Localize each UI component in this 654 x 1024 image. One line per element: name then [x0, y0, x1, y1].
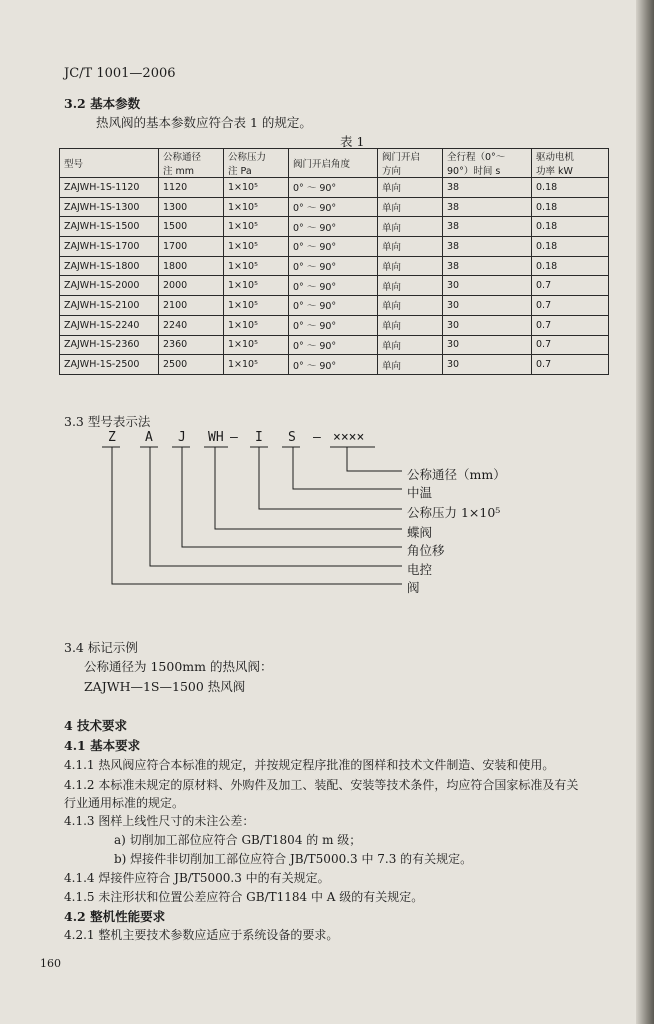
table-cell: 1×10⁵ — [224, 217, 289, 237]
label-nominal-pressure: 公称压力 1×10⁵ — [407, 505, 501, 520]
table-cell: 0.18 — [532, 178, 609, 198]
column-header: 阀门开启角度 — [289, 149, 378, 178]
code-letter-wh: WH — [208, 430, 224, 445]
clause-4-1-3-a: a) 切削加工部位应符合 GB/T1804 的 m 级； — [114, 833, 362, 847]
table-cell: 单向 — [378, 355, 443, 375]
table-cell: 1×10⁵ — [224, 276, 289, 296]
code-letter-a: A — [145, 430, 153, 445]
table-cell: 单向 — [378, 197, 443, 217]
table-cell: 38 — [443, 237, 532, 257]
table-cell: 1×10⁵ — [224, 335, 289, 355]
code-diameter-placeholder: ×××× — [333, 430, 365, 445]
label-medium-temperature: 中温 — [407, 485, 433, 500]
example-line-2: ZAJWH—1S—1500 热风阀 — [84, 679, 246, 694]
clause-4-1-2-line-2: 行业通用标准的规定。 — [64, 796, 185, 810]
table-cell: 38 — [443, 178, 532, 198]
column-header: 公称压力 注 Pa — [224, 149, 289, 178]
section-4-2-title: 4.2 整机性能要求 — [64, 909, 166, 924]
clause-4-1-5: 4.1.5 未注形状和位置公差应符合 GB/T1184 中 A 级的有关规定。 — [64, 890, 424, 904]
section-3-3-title: 3.3 型号表示法 — [64, 414, 151, 429]
table-cell: 0.7 — [532, 315, 609, 335]
table-cell: 30 — [443, 335, 532, 355]
section-3-2-text: 热风阀的基本参数应符合表 1 的规定。 — [96, 115, 312, 130]
table-cell: 0° ～ 90° — [289, 217, 378, 237]
table-cell: 0° ～ 90° — [289, 296, 378, 316]
table-cell: 0.7 — [532, 276, 609, 296]
table-cell: 单向 — [378, 276, 443, 296]
table-cell: 38 — [443, 256, 532, 276]
clause-4-1-3-b: b) 焊接件非切削加工部位应符合 JB/T5000.3 中 7.3 的有关规定。 — [114, 852, 473, 866]
table-cell: 单向 — [378, 315, 443, 335]
table-cell: 1×10⁵ — [224, 256, 289, 276]
table-cell: 1×10⁵ — [224, 315, 289, 335]
table-cell: 30 — [443, 296, 532, 316]
table-cell: ZAJWH-1S-1120 — [60, 178, 159, 198]
table-cell: 单向 — [378, 296, 443, 316]
label-nominal-diameter: 公称通径（mm） — [407, 467, 506, 482]
section-3-2-title: 3.2 基本参数 — [64, 96, 141, 111]
table-cell: 1120 — [159, 178, 224, 198]
label-electric-control: 电控 — [407, 562, 433, 577]
table-cell: 2100 — [159, 296, 224, 316]
table-cell: 38 — [443, 197, 532, 217]
label-valve: 阀 — [407, 580, 420, 595]
clause-4-1-2-line-1: 4.1.2 本标准未规定的原材料、外购件及加工、装配、安装等技术条件，均应符合国家标准及有关 — [64, 778, 579, 792]
table-cell: 0.18 — [532, 237, 609, 257]
column-header: 阀门开启 方向 — [378, 149, 443, 178]
table-cell: 0° ～ 90° — [289, 178, 378, 198]
table-cell: 0° ～ 90° — [289, 276, 378, 296]
code-letter-j: J — [178, 430, 186, 445]
table-cell: 1×10⁵ — [224, 178, 289, 198]
table-cell: ZAJWH-1S-1800 — [60, 256, 159, 276]
table-caption: 表 1 — [340, 134, 365, 149]
column-header: 公称通径 注 mm — [159, 149, 224, 178]
code-dash: — — [313, 430, 321, 445]
table-cell: 30 — [443, 355, 532, 375]
table-cell: 1×10⁵ — [224, 237, 289, 257]
table-cell: 0° ～ 90° — [289, 197, 378, 217]
table-cell: 0° ～ 90° — [289, 335, 378, 355]
clause-4-2-1: 4.2.1 整机主要技术参数应适应于系统设备的要求。 — [64, 928, 339, 942]
table-cell: 1800 — [159, 256, 224, 276]
page-number: 160 — [40, 957, 61, 970]
table-cell: ZAJWH-1S-2500 — [60, 355, 159, 375]
table-cell: ZAJWH-1S-2240 — [60, 315, 159, 335]
table-cell: 30 — [443, 276, 532, 296]
table-cell: 1700 — [159, 237, 224, 257]
table-cell: 38 — [443, 217, 532, 237]
table-cell: 单向 — [378, 256, 443, 276]
table-cell: 单向 — [378, 178, 443, 198]
section-4-1-title: 4.1 基本要求 — [64, 738, 141, 753]
code-letter-z: Z — [108, 430, 116, 445]
standard-number-header: JC/T 1001—2006 — [64, 66, 176, 81]
table-cell: 0° ～ 90° — [289, 315, 378, 335]
column-header: 驱动电机 功率 kW — [532, 149, 609, 178]
table-cell: 0.18 — [532, 217, 609, 237]
table-cell: 0° ～ 90° — [289, 355, 378, 375]
table-cell: 1×10⁵ — [224, 296, 289, 316]
clause-4-1-4: 4.1.4 焊接件应符合 JB/T5000.3 中的有关规定。 — [64, 871, 330, 885]
table-cell: 1500 — [159, 217, 224, 237]
clause-4-1-3: 4.1.3 图样上线性尺寸的未注公差： — [64, 814, 255, 828]
table-cell: 0° ～ 90° — [289, 237, 378, 257]
table-cell: 0.7 — [532, 355, 609, 375]
label-butterfly-valve: 蝶阀 — [407, 525, 433, 540]
table-cell: 2360 — [159, 335, 224, 355]
table-cell: 1×10⁵ — [224, 355, 289, 375]
table-cell: 2000 — [159, 276, 224, 296]
column-header: 全行程（0°～ 90°）时间 s — [443, 149, 532, 178]
table-cell: ZAJWH-1S-2360 — [60, 335, 159, 355]
section-4-title: 4 技术要求 — [64, 718, 128, 733]
table-cell: 1300 — [159, 197, 224, 217]
section-3-4-title: 3.4 标记示例 — [64, 640, 138, 655]
table-cell: 2240 — [159, 315, 224, 335]
example-line-1: 公称通径为 1500mm 的热风阀： — [84, 659, 273, 674]
table-cell: 0.18 — [532, 256, 609, 276]
table-cell: 0.18 — [532, 197, 609, 217]
table-cell: 1×10⁵ — [224, 197, 289, 217]
table-cell: ZAJWH-1S-2100 — [60, 296, 159, 316]
code-dash: — — [230, 430, 238, 445]
label-angular-displacement: 角位移 — [407, 543, 445, 558]
table-cell: 单向 — [378, 217, 443, 237]
table-cell: 单向 — [378, 237, 443, 257]
table-cell: 2500 — [159, 355, 224, 375]
code-letter-i: I — [255, 430, 263, 445]
table-cell: 0.7 — [532, 335, 609, 355]
column-header: 型号 — [60, 149, 159, 178]
code-letter-s: S — [288, 430, 296, 445]
table-cell: 0° ～ 90° — [289, 256, 378, 276]
clause-4-1-1: 4.1.1 热风阀应符合本标准的规定，并按规定程序批准的图样和技术文件制造、安装和使用。 — [64, 758, 555, 772]
table-cell: ZAJWH-1S-1500 — [60, 217, 159, 237]
leader-lines — [102, 447, 402, 584]
table-cell: ZAJWH-1S-1300 — [60, 197, 159, 217]
table-cell: ZAJWH-1S-2000 — [60, 276, 159, 296]
table-cell: 0.7 — [532, 296, 609, 316]
table-cell: 单向 — [378, 335, 443, 355]
table-cell: 30 — [443, 315, 532, 335]
table-cell: ZAJWH-1S-1700 — [60, 237, 159, 257]
